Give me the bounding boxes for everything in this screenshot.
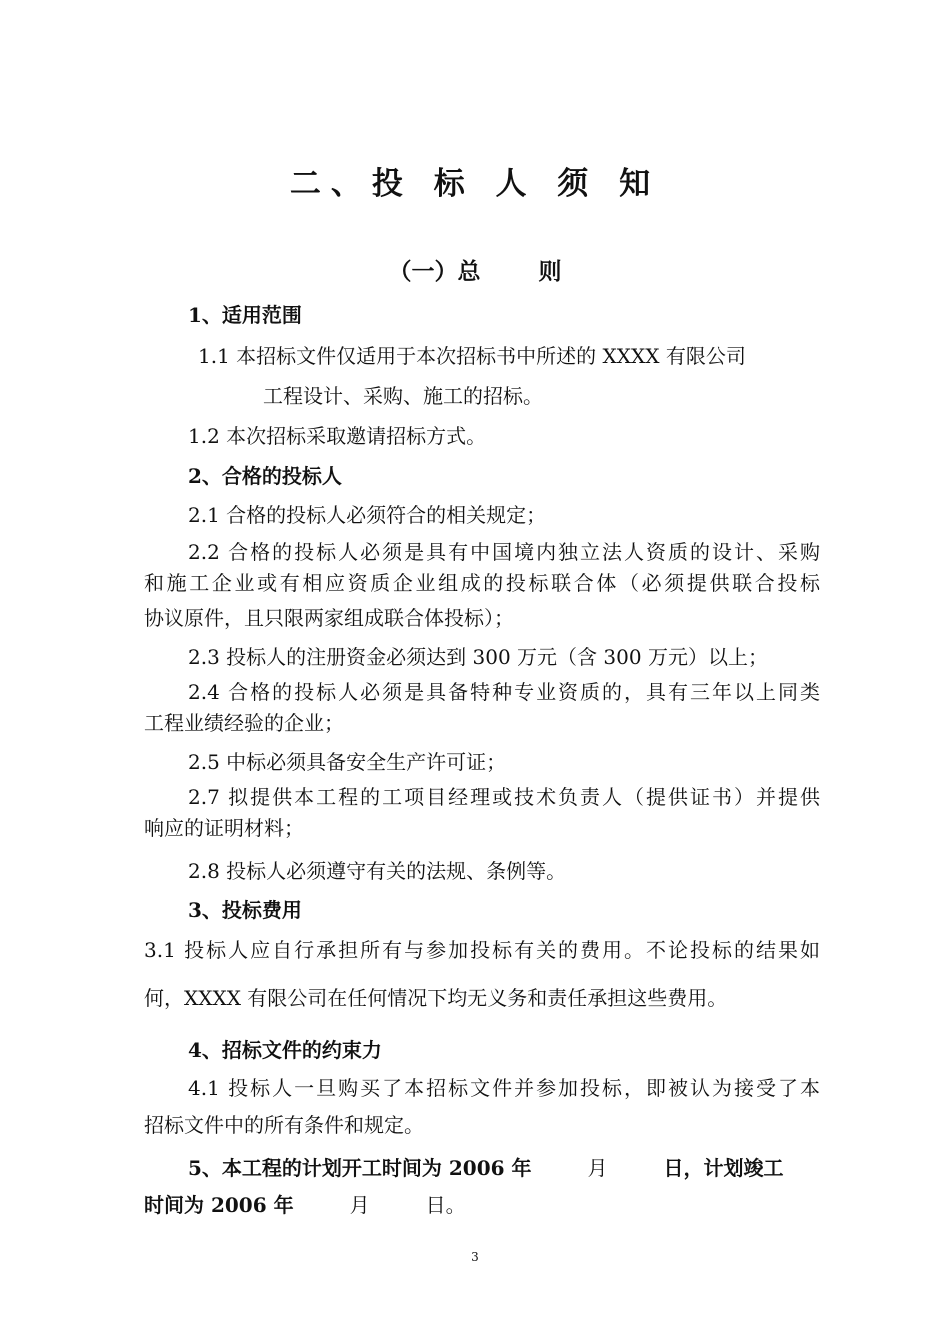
heading-4: 4、招标文件的约束力 [188,1038,382,1062]
page-number: 3 [471,1250,479,1264]
paragraph-3-1-line-1: 3.1 投标人应自行承担所有与参加投标有关的费用。不论投标的结果如 [144,938,820,962]
heading-1: 1、适用范围 [188,303,302,327]
paragraph-5-line-2 [144,1190,824,1220]
paragraph-2-2-line-1: 2.2 合格的投标人必须是具有中国境内独立法人资质的设计、采购 [188,540,820,564]
paragraph-1-1-line-2: 工程设计、采购、施工的招标。 [263,384,543,408]
paragraph-2-7-line-2: 响应的证明材料； [144,816,304,840]
paragraph-2-2-line-3: 协议原件，且只限两家组成联合体投标）； [144,606,514,630]
heading-3: 3、投标费用 [188,898,302,922]
paragraph-1-2: 1.2 本次招标采取邀请招标方式。 [188,424,487,448]
paragraph-5-line-1-end: 日，计划竣工 [663,1156,784,1180]
paragraph-5-line-2-end: 日。 [425,1193,466,1217]
paragraph-1-1-line-1: 1.1 本招标文件仅适用于本次招标书中所述的 XXXX 有限公司 [198,344,746,368]
paragraph-2-3: 2.3 投标人的注册资金必须达到 300 万元（含 300 万元）以上； [188,645,768,669]
paragraph-2-8: 2.8 投标人必须遵守有关的法规、条例等。 [188,859,567,883]
paragraph-4-1-line-1: 4.1 投标人一旦购买了本招标文件并参加投标，即被认为接受了本 [188,1076,820,1100]
paragraph-5-line-1 [188,1153,868,1183]
paragraph-3-1-line-2: 何，XXXX 有限公司在任何情况下均无义务和责任承担这些费用。 [144,986,728,1010]
paragraph-2-7-line-1: 2.7 拟提供本工程的工项目经理或技术负责人（提供证书）并提供 [188,785,820,809]
page-title: 二、投 标 人 须 知 [289,166,661,202]
paragraph-5-line-2-month: 月 [349,1193,370,1217]
paragraph-2-5: 2.5 中标必须具备安全生产许可证； [188,750,507,774]
paragraph-5-month-label: 月 [587,1156,608,1180]
section-heading [0,253,950,286]
section-heading-left: （一）总 [388,258,481,285]
paragraph-2-1: 2.1 合格的投标人必须符合的相关规定； [188,503,547,527]
heading-2: 2、合格的投标人 [188,464,342,488]
paragraph-5-line-1-start: 5、本工程的计划开工时间为 2006 年 [188,1156,532,1180]
paragraph-2-4-line-1: 2.4 合格的投标人必须是具备特种专业资质的，具有三年以上同类 [188,680,820,704]
paragraph-5-line-2-start: 时间为 2006 年 [144,1193,294,1217]
section-heading-right: 则 [538,258,562,285]
paragraph-2-4-line-2: 工程业绩经验的企业； [144,711,344,735]
paragraph-2-2-line-2: 和施工企业或有相应资质企业组成的投标联合体（必须提供联合投标 [144,571,820,595]
paragraph-4-1-line-2: 招标文件中的所有条件和规定。 [144,1113,424,1137]
